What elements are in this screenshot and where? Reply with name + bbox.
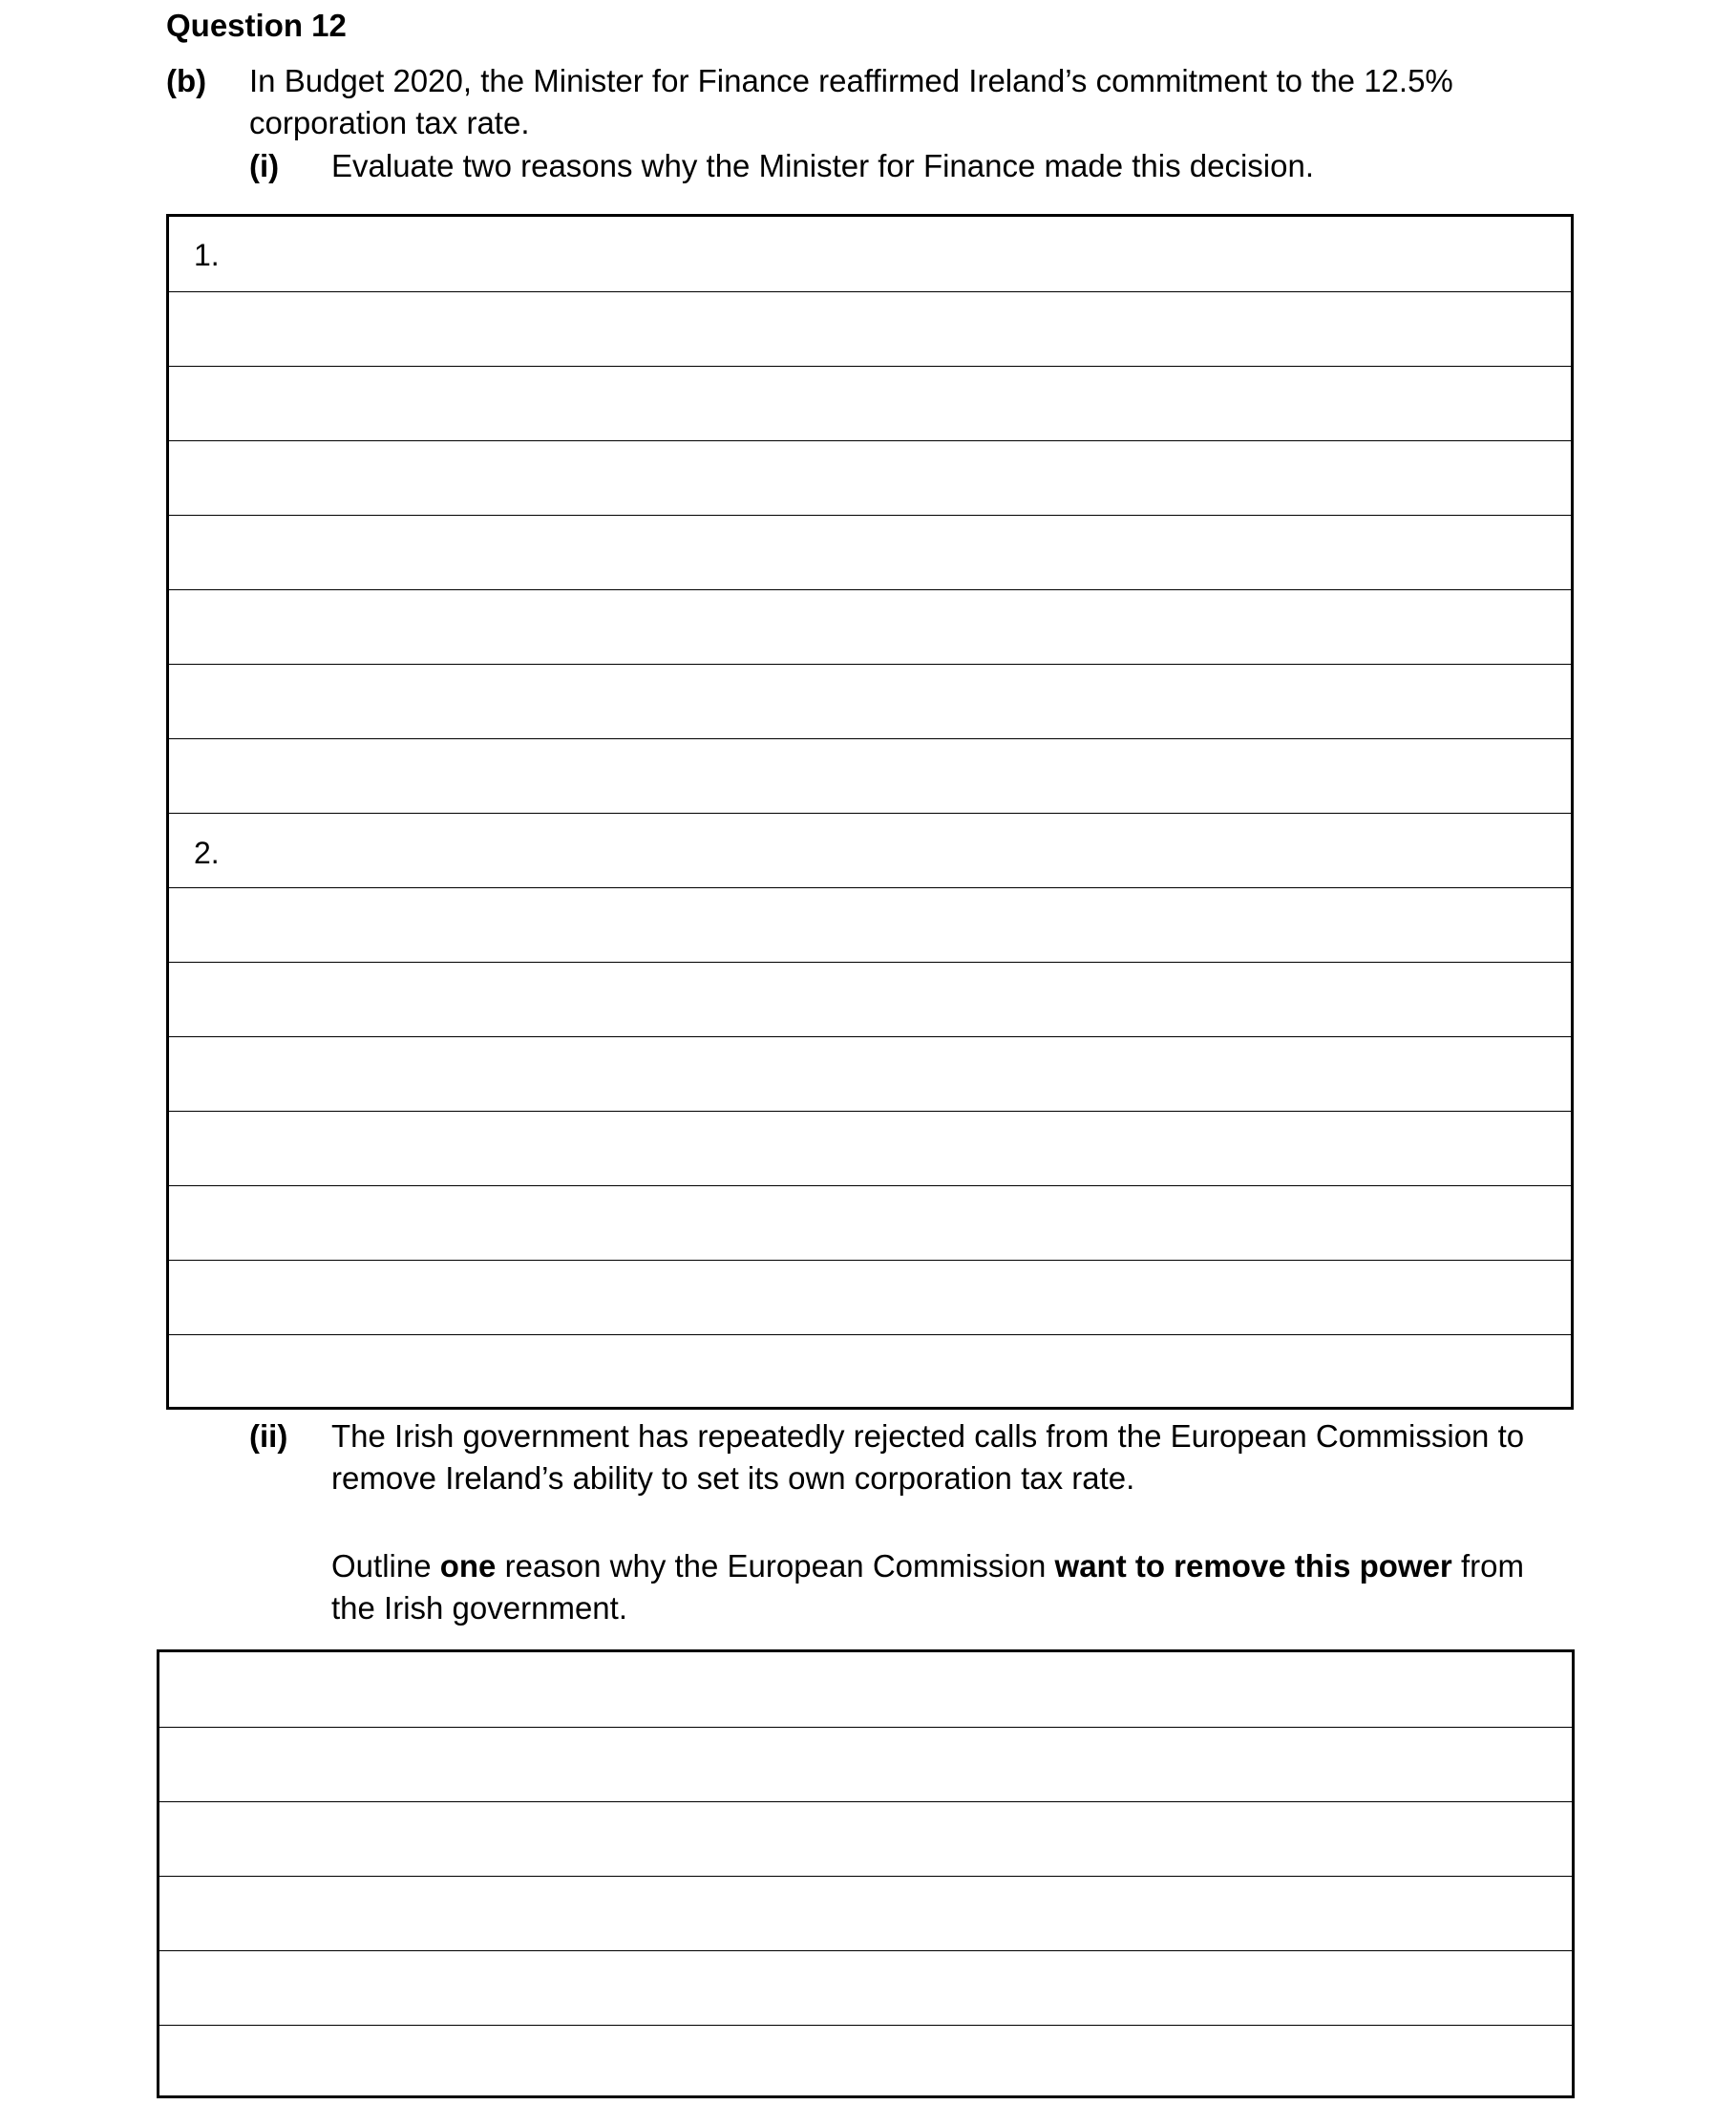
writing-line[interactable]	[169, 962, 1571, 963]
answer-number-2: 2.	[194, 836, 220, 870]
writing-line[interactable]	[169, 1111, 1571, 1112]
writing-line[interactable]	[169, 1334, 1571, 1335]
writing-line[interactable]	[169, 887, 1571, 888]
writing-line[interactable]	[169, 1036, 1571, 1037]
sub-question-ii-instruction-line-2: the Irish government.	[331, 1590, 627, 1626]
answer-box-i[interactable]	[166, 214, 1574, 1410]
question-stem-line-1: In Budget 2020, the Minister for Finance reaffirmed Ireland’s commitment to the 12.5%	[249, 63, 1453, 98]
writing-line[interactable]	[169, 589, 1571, 590]
instruction-emphasis-one: one	[439, 1548, 497, 1584]
writing-line[interactable]	[169, 440, 1571, 441]
sub-question-ii-label: (ii)	[249, 1418, 288, 1454]
writing-line[interactable]	[159, 1950, 1572, 1951]
writing-line[interactable]	[159, 1876, 1572, 1877]
writing-line[interactable]	[169, 738, 1571, 739]
sub-question-i-label: (i)	[249, 148, 280, 183]
instruction-emphasis-power: want to remove this power	[1054, 1548, 1452, 1584]
writing-line[interactable]	[159, 1727, 1572, 1728]
writing-line[interactable]	[169, 1260, 1571, 1261]
writing-line[interactable]	[169, 813, 1571, 814]
writing-line[interactable]	[169, 366, 1571, 367]
sub-question-ii-line-1: The Irish government has repeatedly rejected calls from the European Commission to	[331, 1418, 1525, 1454]
question-title: Question 12	[166, 8, 347, 43]
question-stem-line-2: corporation tax rate.	[249, 105, 530, 140]
instruction-text: from	[1451, 1548, 1524, 1584]
part-label: (b)	[166, 63, 207, 98]
writing-line[interactable]	[169, 291, 1571, 292]
writing-line[interactable]	[159, 1801, 1572, 1802]
sub-question-ii-line-2: remove Ireland’s ability to set its own corporation tax rate.	[331, 1460, 1135, 1496]
answer-box-ii[interactable]	[157, 1649, 1575, 2098]
writing-line[interactable]	[159, 2025, 1572, 2026]
writing-line[interactable]	[169, 664, 1571, 665]
answer-number-1: 1.	[194, 238, 220, 272]
instruction-text: Outline	[331, 1548, 440, 1584]
sub-question-i-text: Evaluate two reasons why the Minister for Finance made this decision.	[331, 148, 1314, 183]
instruction-text: reason why the European Commission	[496, 1548, 1055, 1584]
writing-line[interactable]	[169, 515, 1571, 516]
sub-question-ii-instruction	[331, 1544, 1524, 1587]
writing-line[interactable]	[169, 1185, 1571, 1186]
